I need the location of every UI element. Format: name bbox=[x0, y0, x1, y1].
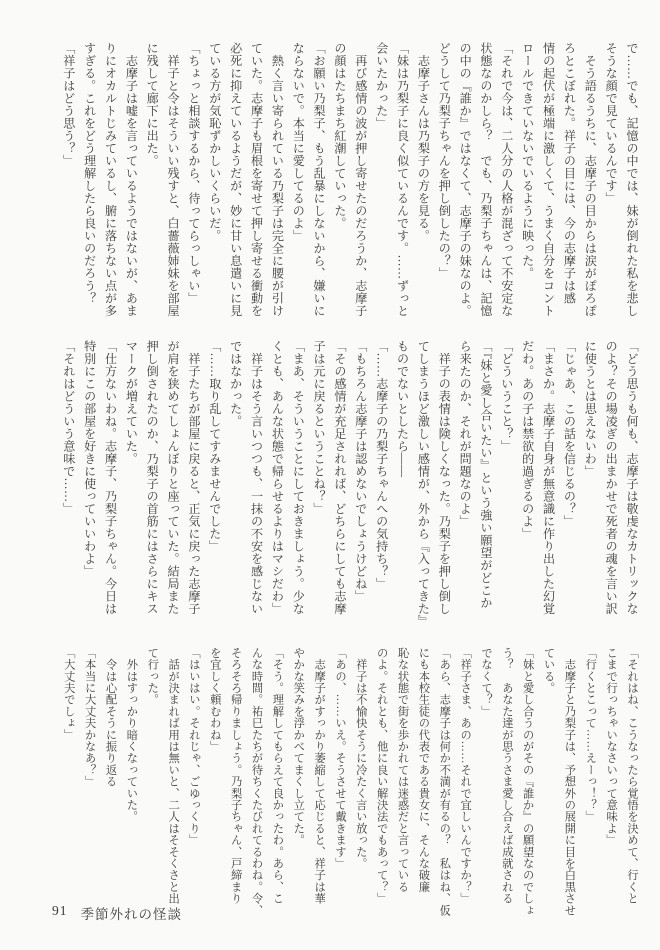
text-column: ていた。志摩子も眉根を寄せて押し寄せる衝動を bbox=[249, 42, 264, 317]
text-column: 志摩子がすっかり萎縮して応じると、祥子は華 bbox=[313, 647, 326, 905]
text-column: てしまうほど激しい感情が、外から『入ってきた』 bbox=[416, 340, 431, 628]
text-column: を宜しく頼むわね」 bbox=[208, 647, 221, 753]
text-column: そう語るうちに、志摩子の目からは涙がぽろぽ bbox=[583, 42, 598, 317]
text-column: 状態なのかしら？ でも、乃梨子ちゃんは、記憶 bbox=[478, 42, 493, 317]
text-column: やかな笑みを浮かべてまくし立てた。 bbox=[292, 647, 305, 846]
text-column: ものでないとしたら―― bbox=[395, 340, 410, 478]
text-column: りにオカルトじみているし、腑に落ちない点が多 bbox=[103, 42, 118, 317]
text-column: すぎる。これをどう理解したら良いのだろう？ bbox=[82, 42, 97, 305]
text-column: ならないで。本当に愛してるのよ」 bbox=[291, 42, 306, 242]
text-column: 「どう思うも何も、志摩子は敬虔なカトリックな bbox=[625, 340, 639, 615]
text-column: ではなかった。 bbox=[228, 340, 243, 428]
text-column: 「祥子さま、あの……それで宜しいんですか？」 bbox=[459, 647, 472, 905]
text-column: 恥な状態で街を歩かれては迷惑だと言っている bbox=[396, 647, 409, 893]
text-column: 「……志摩子の乃梨子ちゃんへの気持ち？」 bbox=[374, 340, 389, 590]
text-column: 志摩子さんは乃梨子の方を見る。 bbox=[416, 42, 431, 242]
text-column: 「その感情が充足されれば、どちらにしても志摩 bbox=[332, 340, 347, 615]
text-column: こまで行っちゃいなさいって意味よ」 bbox=[605, 647, 618, 846]
text-column: 祥子の表情は険しくなった。乃梨子を押し倒し bbox=[437, 340, 452, 615]
text-column: の顔はたちまち紅潮していった。 bbox=[332, 42, 347, 230]
text-column: 「どういうこと？」 bbox=[499, 340, 514, 453]
text-column: そろそろ帰りましょう。乃梨子ちゃん、戸締まり bbox=[229, 647, 242, 905]
text-column: くとも、あんな状態で帰らせるよりはマシだわ」 bbox=[270, 340, 285, 615]
text-column: ろとこぼれた。祥子の目には、今の志摩子は感 bbox=[562, 42, 577, 305]
text-column: 「もちろん志摩子は認めないでしょうけどね」 bbox=[353, 340, 368, 603]
text-column: 「まさか。志摩子自身が無意識に作り出した幻覚 bbox=[541, 340, 556, 615]
text-column: 志摩子と乃梨子は、予想外の展開に目を白黒させ bbox=[563, 647, 576, 917]
text-column: が肩を狭めてしょんぼりと座っていた。結局また bbox=[166, 340, 181, 615]
page-number: 91 bbox=[52, 903, 68, 918]
text-column: う？ あなた達が思うさま愛し合えば成就される bbox=[500, 647, 513, 905]
text-column: 「妹は乃梨子に良く似ているんです。……ずっと bbox=[395, 42, 410, 317]
text-column: 祥子はそう言いつつも、一抹の不安を感じない bbox=[249, 340, 264, 615]
text-column: 令は心配そうに振り返る bbox=[104, 647, 117, 788]
text-column: 「それはどういう意味で……」 bbox=[61, 340, 76, 515]
text-column: のよ。それとも、他に良い解決法でもあって？」 bbox=[375, 647, 388, 905]
text-column: 再び感情の波が押し寄せたのだろうか、志摩子 bbox=[353, 42, 368, 317]
text-column: 志摩子は嘘を言っているようではないが、あま bbox=[124, 42, 139, 317]
text-column: の中の『誰か』ではなくて、志摩子の妹なのよ。 bbox=[458, 42, 473, 317]
text-column: どうして乃梨子ちゃんを押し倒したの？」 bbox=[437, 42, 452, 280]
text-column: 「そう。理解してもらえて良かったわ。あら、こ bbox=[271, 647, 284, 905]
page-footer bbox=[52, 903, 182, 923]
text-column: 祥子は不愉快そうに冷たく言い放った。 bbox=[354, 647, 367, 870]
text-column: 話が決まれば用は無いと、二人はそそくさと出 bbox=[167, 647, 180, 905]
text-band-top bbox=[58, 42, 642, 317]
text-column: ら来たのか、それが問題なのよ」 bbox=[458, 340, 473, 528]
text-column: 「仕方ないわね。志摩子、乃梨子ちゃん。今日は bbox=[103, 340, 118, 615]
text-column: 必死に抑えているようだが、妙に甘い息遣いに見 bbox=[228, 42, 243, 317]
text-column: 熱く言い寄られている乃梨子は完全に腰が引け bbox=[270, 42, 285, 317]
text-column: 「じゃあ、この話を信じるの？」 bbox=[562, 340, 577, 528]
text-column: 「祥子はどう思う？」 bbox=[61, 42, 76, 167]
text-column: 会いたかった」 bbox=[374, 42, 389, 130]
text-column: 「まあ、そういうことにしておきましょう。少な bbox=[291, 340, 306, 615]
text-column: 特別にこの部屋を好きに使っていいわよ」 bbox=[82, 340, 97, 578]
text-column: 押し倒されたのか、乃梨子の首筋にはさらにキス bbox=[145, 340, 160, 615]
text-column: そうな顔で見ているんです」 bbox=[604, 42, 619, 205]
text-column: 「お願い乃梨子、もう乱暴にしないから、嫌いに bbox=[312, 42, 327, 317]
text-column: 「大丈夫でしょ」 bbox=[62, 647, 75, 741]
text-column: ている。 bbox=[542, 647, 555, 694]
text-column: 「あの、……いえ。そうさせて戴きます」 bbox=[333, 647, 346, 870]
text-column: に残して廊下に出た。 bbox=[145, 42, 160, 167]
text-column: 「本当に大丈夫かなあ？」 bbox=[83, 647, 96, 788]
text-column: んな時間。祐巳たちが待ちくたびれてるわね。令、 bbox=[250, 647, 263, 917]
text-column: で……でも、記憶の中では、妹が倒れた私を悲し bbox=[625, 42, 639, 317]
text-column: 「……取り乱してすみませんでした」 bbox=[207, 340, 222, 553]
text-column: 「ちょっと相談するから、待ってらっしゃい」 bbox=[186, 42, 201, 305]
text-column: 子は元に戻るということね？」 bbox=[312, 340, 327, 515]
text-column: 「それで今は、二人分の人格が混ざって不安定な bbox=[499, 42, 514, 317]
text-column: 外はすっかり暗くなっていた。 bbox=[125, 647, 138, 823]
text-column: 「妹と愛し合うのがその『誰か』の願望なのでしょ bbox=[521, 647, 534, 917]
text-column: マークが増えていた。 bbox=[124, 340, 139, 465]
text-column: に使うとは思えないわ」 bbox=[583, 340, 598, 478]
text-column: 祥子たちが部屋に戻ると、正気に戻った志摩子 bbox=[186, 340, 201, 615]
text-column: のよ？その場凌ぎの出まかせで死者の魂を言い訳 bbox=[604, 340, 619, 615]
text-column: 「行くとこって……えーっ！？」 bbox=[584, 647, 597, 823]
chapter-title: 季節外れの怪談 bbox=[80, 907, 182, 922]
text-column: でなくて？」 bbox=[479, 647, 492, 718]
text-band-middle bbox=[58, 340, 642, 628]
text-column: だわ。あの子は禁欲的過ぎるのよ」 bbox=[520, 340, 535, 540]
text-column: ロールできていないでいるように映った。 bbox=[520, 42, 535, 280]
text-column: 「『妹と愛し合いたい』という強い願望がどこか bbox=[478, 340, 493, 609]
text-column: 「あら、志摩子は何か不満が有るの？ 私はね、仮 bbox=[438, 647, 451, 917]
text-column: 「それはね、こうなったら覚悟を決めて、行くと bbox=[626, 647, 638, 905]
text-column: 情の起伏が極端に激しくて、うまく自分をコント bbox=[541, 42, 556, 317]
text-column: ている方が気恥ずかしいくらいだ。 bbox=[207, 42, 222, 242]
text-column: 祥子と令はそういい残すと、白薔薇姉妹を部屋 bbox=[166, 42, 181, 317]
text-column: 「はいはい。それじゃ、ごゆっくり」 bbox=[187, 647, 200, 846]
text-column: にも本校生徒の代表である貴女に、そんな破廉 bbox=[417, 647, 430, 893]
text-column: て行った。 bbox=[146, 647, 159, 706]
